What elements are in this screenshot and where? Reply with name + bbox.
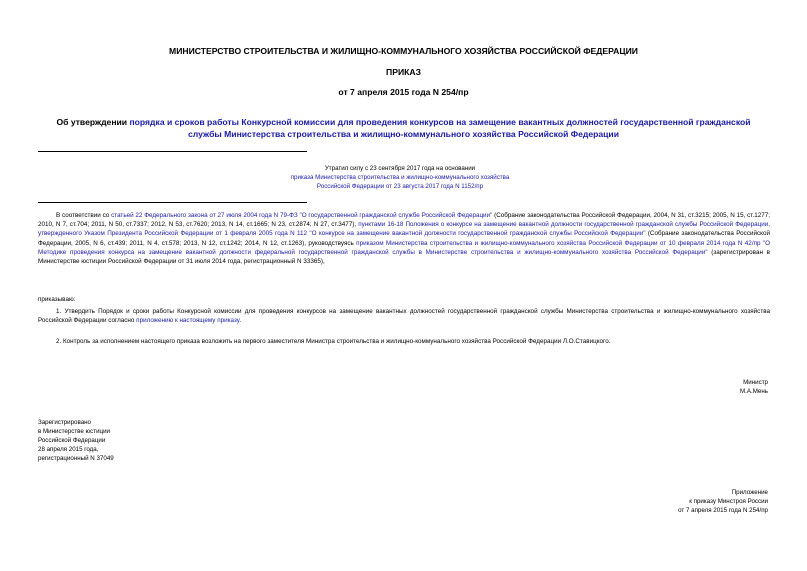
registration-line-3: Российской Федерации	[38, 437, 106, 445]
preamble-paragraph	[38, 211, 770, 266]
status-link-1[interactable]: приказа Министерства строительства и жилищно-коммунального хозяйства	[290, 174, 510, 182]
registration-line-1: Зарегистрировано	[38, 419, 91, 426]
document-title	[40, 116, 767, 140]
registration-line-4: 28 апреля 2015 года,	[38, 446, 99, 454]
appendix-line-2: к приказу Минстроя России	[689, 498, 768, 506]
registration-line-5: регистрационный N 37049	[38, 455, 114, 463]
item-1-text: 1. Утвердить Порядок и сроки работы Конкурсной комиссии для проведения конкурсов на замещение вакантных должностей государственной гражданской службы Министерства строительства и жилищно-коммунального хозяйства Российской Федерации согласно	[38, 308, 770, 325]
law-article-link[interactable]: статьей 22 Федерального закона от 27 июля 2004 года N 79-ФЗ "О государственной гражданской службе Российской Федерации"	[111, 212, 493, 219]
item-2: 2. Контроль за исполнением настоящего приказа возложить на первого заместителя Министра строительства и жилищно-коммунального хозяйства Российской Федерации Л.О.Ставицкого.	[56, 338, 611, 345]
preamble-text-2: (Собрание законодательства Российской Федерации, 2004, N 31, ст.3215; 2005, N 15, ст.1277; 2010, N 7, ст.704; 2011, N 50, ст.7337; 2012, N 53, ст.7620; 2013, N 14, ст.1665; N 23, ст.2874; N 27, ст.3477),	[38, 212, 770, 229]
ministry-order-link[interactable]: приказом Министерства строительства и жилищно-коммунального хозяйства Российской Федерации от 10 февраля 2014 года N 42/пр "О Методике проведения конкурса на замещение вакантной должности федеральной государственной гражданской службы в Министерстве строительства и жилищно-коммунального хозяйства Российской Федерации"	[38, 239, 770, 256]
item-1	[38, 307, 770, 325]
preamble-text-1: В соответствии со	[56, 212, 112, 219]
signature-position: Министр	[743, 379, 768, 386]
item-1-end: .	[239, 317, 242, 325]
preamble-text-3: (Собрание законодательства Российской Федерации, 2005, N 6, ст.439; 2011, N 4, ст.578; 2013, N 12, ст.1242; 2014, N 12, ст.1263), руководствуясь	[38, 230, 770, 247]
title-link[interactable]: порядка и сроков работы Конкурсной комиссии для проведения конкурсов на замещение вакантных должностей государственной гражданской службы Министерства строительства и жилищно-коммунального хозяйства Российской Федерации	[129, 117, 751, 139]
appendix-line-1: Приложение	[731, 489, 768, 496]
ministry-heading: МИНИСТЕРСТВО СТРОИТЕЛЬСТВА И ЖИЛИЩНО-КОММУНАЛЬНОГО ХОЗЯЙСТВА РОССИЙСКОЙ ФЕДЕРАЦИИ	[169, 46, 638, 56]
divider-bottom	[38, 202, 307, 203]
appendix-link[interactable]: приложению к настоящему приказу	[136, 317, 240, 325]
signature-name: М.А.Мень	[739, 388, 768, 396]
signature-block	[600, 378, 768, 396]
registration-block	[38, 418, 238, 463]
regulation-link[interactable]: пунктами 16-18 Положения о конкурсе на замещение вакантной должности государственной гражданской службы Российской Федерации, утвержденного Указом Президента Российской Федерации от 1 февраля 2005 года N 112 "О конкурсе на замещение вакантной должности государственной гражданской службы Российской Федерации"	[38, 221, 770, 238]
order-type: ПРИКАЗ	[386, 67, 421, 77]
status-note	[200, 164, 600, 191]
status-line-1: Утратил силу с 23 сентября 2017 года на основании	[324, 165, 476, 172]
orders-word: приказываю:	[38, 296, 76, 303]
registration-line-2: в Министерстве юстиции	[38, 428, 111, 436]
appendix-line-3: от 7 апреля 2015 года N 254/пр	[678, 507, 768, 515]
preamble-text-4: (зарегистрирован в Министерстве юстиции Российской Федерации от 31 июля 2014 года, регистрационный N 33365),	[38, 248, 770, 266]
status-link-2[interactable]: Российской Федерации от 23 августа 2017 года N 1152/пр	[316, 183, 484, 191]
title-prefix: Об утверждении	[56, 117, 130, 127]
appendix-block	[560, 488, 768, 515]
order-date: от 7 апреля 2015 года N 254/пр	[338, 87, 469, 97]
divider-top	[38, 151, 307, 152]
